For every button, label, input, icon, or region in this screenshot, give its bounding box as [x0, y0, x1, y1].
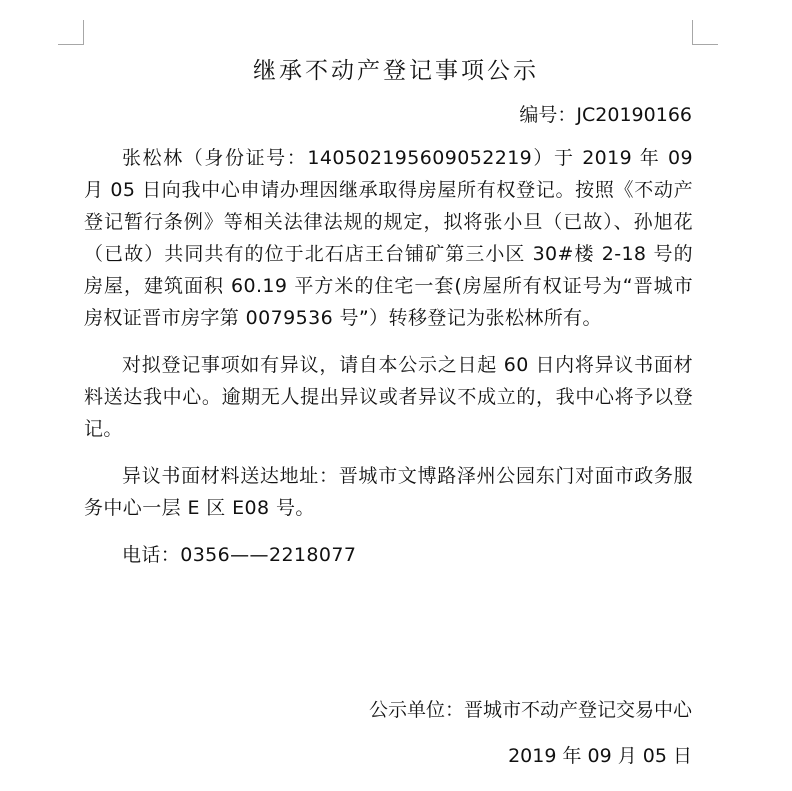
document-number: 编号：JC20190166 [519, 104, 692, 126]
document-title: 继承不动产登记事项公示 [253, 58, 539, 84]
issue-date: 2019 年 09 月 05 日 [508, 745, 692, 767]
issuing-unit: 公示单位：晋城市不动产登记交易中心 [368, 699, 692, 721]
document-body [84, 142, 693, 586]
paragraph-address: 异议书面材料送达地址：晋城市文博路泽州公园东门对面市政务服务中心一层 E 区 E08 号。 [84, 465, 693, 519]
paragraph-phone: 电话：0356——2218077 [122, 544, 357, 566]
paragraph-objection: 对拟登记事项如有异议，请自本公示之日起 60 日内将异议书面材料送达我中心。逾期无人提出异议或者异议不成立的，我中心将予以登记。 [84, 354, 693, 440]
paragraph-application: 张松林（身份证号：140502195609052219）于 2019 年 09 月 05 日向我中心申请办理因继承取得房屋所有权登记。按照《不动产登记暂行条例》等相关法律法规的规定，拟将张小旦（已故）、孙旭花（已故）共同共有的位于北石店王台铺矿第三小区 30#楼 2-18 号的房屋，建筑面积 60.19 平方米的住宅一套(房屋所有权证号为“晋城市房权证晋市房字第 0079536 号”）转移登记为张松林所有。 [84, 147, 693, 329]
